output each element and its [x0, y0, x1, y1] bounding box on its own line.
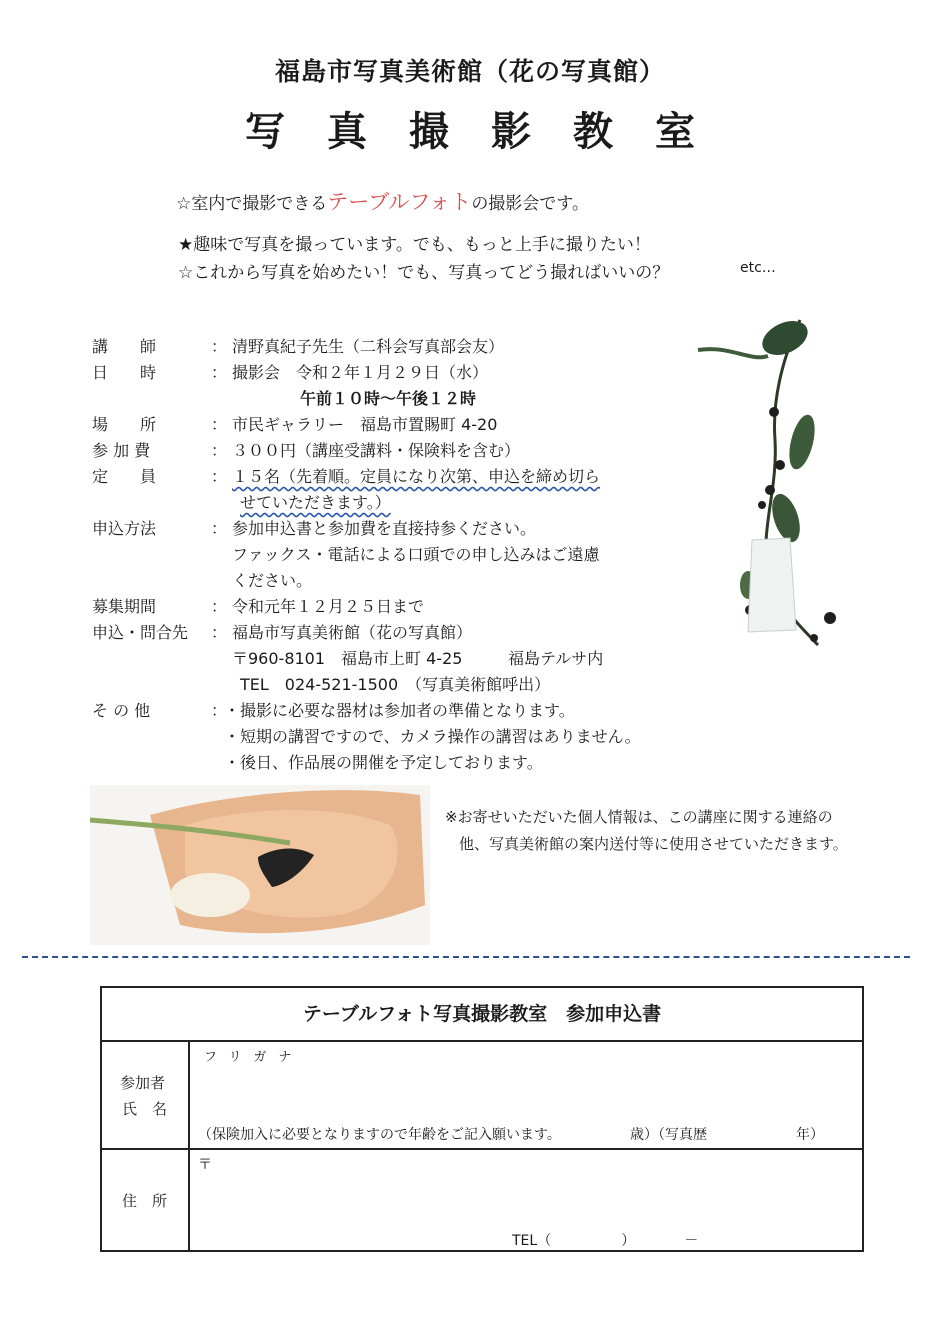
postal-mark: 〒	[198, 1157, 212, 1173]
other-label: そ の 他	[92, 701, 151, 720]
datetime-label: 日 時	[92, 363, 157, 382]
contact-tel: TEL 024-521-1500 （写真美術館呼出）	[240, 675, 551, 694]
plant-photo	[690, 300, 890, 700]
time-value: 午前１０時～午後１２時	[300, 389, 477, 408]
name-label-2: 氏 名	[122, 1100, 168, 1118]
form-title: テーブルフォト写真撮影教室 参加申込書	[102, 988, 862, 1042]
contact-label: 申込・問合先	[92, 623, 189, 642]
contact-postal: 〒960-8101 福島市上町 4-25	[232, 649, 463, 668]
colon: ：	[211, 467, 228, 486]
period-label: 募集期間	[92, 597, 157, 616]
furigana-label: フリガナ	[204, 1050, 304, 1065]
table-photo-highlight: テーブルフォト	[327, 190, 472, 214]
age-field[interactable]	[580, 1120, 628, 1142]
period-value: 令和元年１２月２５日まで	[232, 597, 425, 616]
form-row-divider	[102, 1148, 862, 1150]
other-item-3: ・後日、作品展の開催を予定しております。	[224, 753, 543, 772]
address-field[interactable]	[192, 1154, 860, 1218]
fee-label: 参 加 費	[92, 441, 151, 460]
apply-method-value-3: ください。	[232, 571, 313, 590]
contact-building: 福島テルサ内	[508, 649, 604, 668]
colon: ：	[211, 415, 228, 434]
name-label-1: 参加者	[120, 1074, 166, 1092]
capacity-label: 定 員	[92, 467, 157, 486]
flower-photo	[90, 785, 430, 945]
cut-line	[22, 956, 910, 958]
apply-method-label: 申込方法	[92, 519, 157, 538]
intro-suffix: の撮影会です。	[471, 194, 589, 214]
age-note: （保険加入に必要となりますので年齢をご記入願います。	[198, 1127, 561, 1143]
museum-name: 福島市写真美術館（花の写真館）	[274, 57, 665, 86]
age-unit: 歳）（写真歴	[630, 1127, 707, 1143]
venue-value: 市民ギャラリー 福島市置賜町 4-20	[232, 415, 498, 434]
other-item-1: ・撮影に必要な器材は参加者の準備となります。	[224, 701, 575, 720]
years-unit: 年）	[796, 1127, 824, 1143]
privacy-notice	[445, 804, 848, 858]
intro-prefix: ☆室内で撮影できる	[176, 194, 328, 214]
photo-experience-field[interactable]	[732, 1120, 792, 1142]
apply-method-value-1: 参加申込書と参加費を直接持参ください。	[232, 519, 537, 538]
colon: ：	[211, 623, 228, 642]
instructor-value: 清野真紀子先生（二科会写真部会友）	[232, 337, 505, 356]
intro-line-2: ★趣味で写真を撮っています。でも、もっと上手に撮りたい！	[178, 235, 651, 255]
privacy-line-2: 他、写真美術館の案内送付等に使用させていただきます。	[459, 835, 848, 853]
tel-field[interactable]: TEL（ ） －	[512, 1233, 699, 1249]
other-item-2: ・短期の講習ですので、カメラ操作の講習はありません。	[224, 727, 641, 746]
form-column-divider	[188, 1040, 190, 1250]
apply-method-value-2: ファックス・電話による口頭での申し込みはご遠慮	[232, 545, 600, 564]
capacity-value-2: せていただきます。）	[240, 493, 391, 512]
colon: ：	[211, 597, 228, 616]
application-form	[100, 986, 864, 1252]
privacy-line-1: ※お寄せいただいた個人情報は、この講座に関する連絡の	[445, 808, 833, 826]
venue-label: 場 所	[92, 415, 157, 434]
datetime-value: 撮影会 令和２年１月２９日（水）	[232, 363, 489, 382]
contact-value: 福島市写真美術館（花の写真館）	[232, 623, 473, 642]
colon: ：	[211, 441, 228, 460]
colon: ：	[211, 337, 228, 356]
page-title: 写真撮影教室	[245, 109, 737, 155]
address-label: 住 所	[122, 1192, 168, 1210]
colon: ：	[211, 701, 228, 720]
capacity-value-1: １５名（先着順。定員になり次第、申込を締め切ら	[232, 467, 601, 486]
intro-line-1	[176, 186, 589, 216]
fee-value: ３００円（講座受講料・保険料を含む）	[232, 441, 521, 460]
intro-etc: etc…	[740, 260, 776, 276]
instructor-label: 講 師	[92, 337, 157, 356]
colon: ：	[211, 519, 228, 538]
colon: ：	[211, 363, 228, 382]
intro-line-3: ☆これから写真を始めたい！でも、写真ってどう撮ればいいの？	[178, 263, 670, 283]
